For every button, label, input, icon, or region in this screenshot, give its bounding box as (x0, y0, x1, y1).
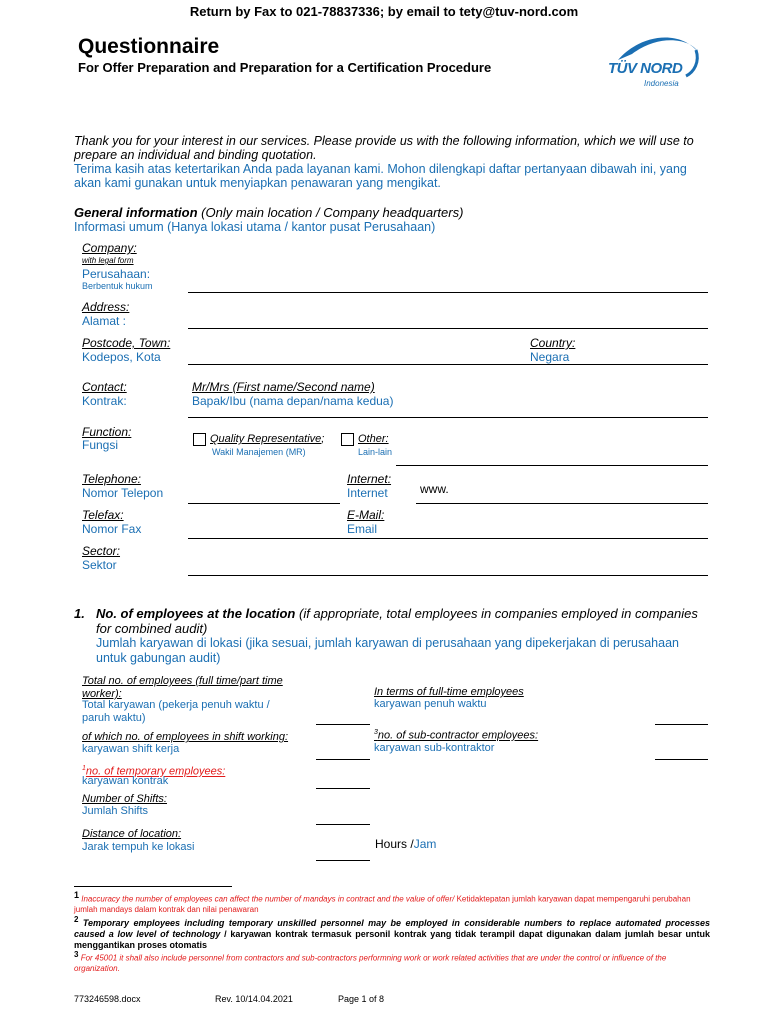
footnote-2-mark: 2 (74, 915, 79, 924)
footer-file: 773246598.docx (74, 994, 141, 1004)
total-employees-label-id: Total karyawan (pekerja penuh waktu / paruh waktu) (82, 699, 270, 724)
total-employees-field[interactable] (316, 724, 370, 725)
footnote-3-text: For 45001 it shall also include personnel from contractors and sub-contractors performning work or work related activities that are under the control or influence of the organization. (74, 953, 667, 973)
footnote-1-text-id: Ketidaktepatan jumlah karyawan dapat mempengaruhi perubahan jumlah mandays dalam kontrak dan nilai penawaran (74, 894, 691, 914)
country-label: Country: (530, 336, 576, 350)
sub-contractor-label-id: karyawan sub-kontraktor (374, 742, 495, 754)
quality-representative-text: Quality Representative (210, 433, 322, 445)
page-title: Questionnaire (78, 35, 220, 58)
sub-contractor-field[interactable] (655, 759, 708, 760)
section-1-title-id: Jumlah karyawan di lokasi (jika sesuai, jumlah karyawan di perusahaan yang dipekerjakan di perusahaan untuk gabungan audit) (96, 636, 679, 665)
quality-representative-checkbox[interactable] (193, 433, 206, 446)
contact-field[interactable] (188, 417, 708, 418)
hours-unit-en: Hours / (375, 837, 414, 851)
footnote-1-text: Inaccuracy the number of employees can affect the number of mandays in contract and the value of offer/ (81, 894, 455, 904)
sub-contractor-footnote-mark: 3 (374, 729, 378, 736)
sub-contractor-text: no. of sub-contractor employees: (377, 729, 539, 742)
function-label: Function: (82, 425, 132, 439)
hours-unit-id: Jam (413, 837, 437, 851)
general-heading-title: General information (74, 205, 198, 220)
email-label: E-Mail: (347, 508, 385, 522)
footnote-separator (74, 886, 232, 887)
temporary-employees-label-id: karyawan kontrak (82, 775, 169, 787)
postcode-label: Postcode, Town: (82, 336, 171, 350)
number-of-shifts-field[interactable] (316, 824, 370, 825)
logo-brand: TÜV NORD (608, 60, 683, 77)
page-subtitle: For Offer Preparation and Preparation for a Certification Procedure (78, 60, 492, 75)
number-of-shifts-label-id: Jumlah Shifts (82, 805, 149, 817)
footnote-2-text-id: / karyawan kontrak termasuk personil kontrak yang tidak terampil dapat digunakan dalam jumlah besar untuk menggantikan proses otomatis (74, 929, 710, 950)
intro-id: Terima kasih atas ketertarikan Anda pada layanan kami. Mohon dilengkapi daftar pertanyaan dibawah ini, yang akan kami gunakan untuk menyiapkan penawaran yang mengikat. (74, 162, 687, 190)
section-1-heading (96, 606, 706, 636)
temporary-footnote-mark: 1 (82, 765, 86, 772)
tuv-nord-logo (598, 28, 706, 96)
footer-revision: Rev. 10/14.04.2021 (215, 994, 293, 1004)
shift-employees-field[interactable] (316, 759, 370, 760)
footnote-1 (74, 890, 710, 915)
general-heading-id: Informasi umum (Hanya lokasi utama / kantor pusat Perusahaan) (74, 220, 436, 234)
internet-field[interactable] (416, 503, 708, 504)
telephone-label-id: Nomor Telepon (82, 486, 164, 500)
email-label-id: Email (347, 522, 378, 536)
distance-label: Distance of location: (82, 828, 182, 840)
full-time-employees-label-id: karyawan penuh waktu (374, 698, 487, 710)
return-instructions: Return by Fax to 021-78837336; by email to tety@tuv-nord.com (189, 4, 579, 19)
company-note: with legal form (82, 256, 134, 265)
footnote-3 (74, 950, 710, 974)
sector-label: Sector: (82, 544, 121, 558)
quality-representative-label (210, 433, 324, 446)
section-1-title: No. of employees at the location (96, 606, 296, 621)
postcode-label-id: Kodepos, Kota (82, 350, 161, 364)
footnote-1-mark: 1 (74, 890, 80, 900)
telephone-field[interactable] (188, 503, 340, 504)
other-function-label-id: Lain-lain (358, 447, 393, 457)
shift-employees-label: of which no. of employees in shift working: (82, 731, 289, 743)
section-number: 1. (74, 606, 85, 621)
company-note-id: Berbentuk hukum (82, 281, 153, 291)
total-employees-label: Total no. of employees (full time/part time worker): (82, 675, 283, 700)
quality-representative-suffix: ; (321, 433, 325, 445)
company-field[interactable] (188, 292, 708, 293)
function-label-id: Fungsi (82, 438, 119, 452)
company-label: Company: (82, 241, 137, 255)
other-function-field[interactable] (396, 465, 708, 466)
postcode-country-field[interactable] (188, 364, 708, 365)
footnote-3-mark: 3 (74, 950, 79, 959)
telefax-label-id: Nomor Fax (82, 522, 142, 536)
internet-prefix: www. (420, 482, 449, 496)
sector-field[interactable] (188, 575, 708, 576)
number-of-shifts-label: Number of Shifts: (82, 793, 167, 805)
company-label-id: Perusahaan: (82, 267, 151, 281)
full-time-employees-field[interactable] (655, 724, 708, 725)
distance-label-id: Jarak tempuh ke lokasi (82, 841, 195, 853)
footer-page-number: Page 1 of 8 (338, 994, 385, 1004)
section-1-note: (if appropriate, total employees in companies employed in companies for combined audit) (96, 606, 698, 636)
telefax-email-field[interactable] (188, 538, 708, 539)
telefax-label: Telefax: (82, 508, 124, 522)
internet-label-id: Internet (347, 486, 388, 500)
other-function-label: Other: (358, 433, 389, 445)
temporary-employees-field[interactable] (316, 788, 370, 789)
address-label: Address: (82, 300, 130, 314)
logo-subtitle: Indonesia (644, 79, 679, 88)
shift-employees-label-id: karyawan shift kerja (82, 743, 180, 755)
temporary-employees-text: no. of temporary employees: (85, 765, 226, 778)
quality-representative-label-id: Wakil Manajemen (MR) (212, 447, 306, 457)
address-field[interactable] (188, 328, 708, 329)
general-heading (74, 205, 463, 220)
sub-contractor-label (374, 726, 538, 743)
sector-label-id: Sektor (82, 558, 117, 572)
telephone-label: Telephone: (82, 472, 141, 486)
name-label: Mr/Mrs (First name/Second name) (192, 380, 375, 394)
intro-en: Thank you for your interest in our services. Please provide us with the following information, which we will use to prepare an individual and binding quotation. (74, 134, 694, 162)
contact-label-id: Kontrak: (82, 394, 127, 408)
general-heading-note: (Only main location / Company headquarters) (197, 205, 464, 220)
other-function-checkbox[interactable] (341, 433, 354, 446)
hours-unit (375, 837, 436, 851)
distance-field[interactable] (316, 860, 370, 861)
internet-label: Internet: (347, 472, 392, 486)
name-label-id: Bapak/Ibu (nama depan/nama kedua) (192, 394, 394, 408)
address-label-id: Alamat : (82, 314, 127, 328)
contact-label: Contact: (82, 380, 127, 394)
full-time-employees-label: In terms of full-time employees (374, 686, 524, 698)
footnote-2 (74, 914, 710, 951)
footnote-2-text: Temporary employees including temporary unskilled personnel may be employed in considerable numbers to replace automated processes caused a low level of technology (74, 918, 710, 939)
country-label-id: Negara (530, 350, 570, 364)
